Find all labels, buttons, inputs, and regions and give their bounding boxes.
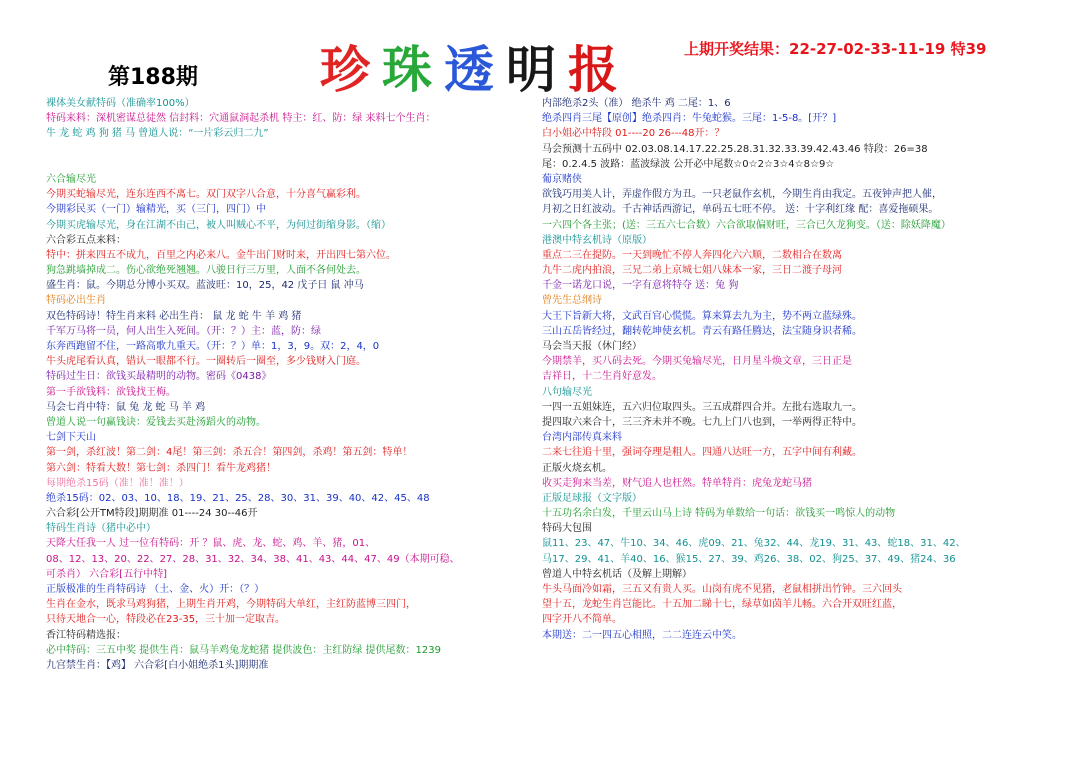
- left-text-line: 绝杀15码：02、03、10、18、19、21、25、28、30、31、39、40、42、45、48: [46, 492, 430, 504]
- left-text-line: [46, 142, 534, 157]
- right-text-line: 今期禁羊，买八码去死。今期买兔输尽光，日月星斗焕文章，三日正是: [542, 356, 852, 368]
- left-text-line: 今期买蛇输尽光，连东连西不离七。双门双字八合意，十分喜气赢彩利。: [46, 189, 366, 201]
- title-char-4: 明: [506, 40, 568, 99]
- left-text-line: 正版极准的生肖特码诗 （土、金、火）开：（？）: [46, 584, 265, 595]
- right-text-line: 三山五岳皆经过，翻转乾坤使玄机。青云有路任腾达，法宝随身识者稀。: [542, 325, 862, 337]
- right-text-line: 曾先生总纲诗: [542, 295, 602, 307]
- left-text-line: 特中：拼来四五不成九，百里之内必来八。金牛出门财时来，开出四七第六位。: [46, 249, 396, 261]
- right-text-line: 曾道人中特玄机话（及解上期解）: [542, 568, 692, 580]
- right-text-line: 正版火烧玄机。: [542, 462, 612, 474]
- right-text-line: 提四取六来合十，三三齐未并不晚。七九上门八也到，一举两得正特中。: [542, 416, 862, 428]
- left-text-line: 七剑下天山: [46, 432, 96, 444]
- left-column: [46, 96, 534, 673]
- right-text-line: 正版足球报（文字版）: [542, 492, 642, 504]
- right-text-line: 千金一诺龙口说，一字有意将特夺 送：兔 狗: [542, 280, 739, 292]
- right-text-line: 马17、29、41、羊40、16、猴15、27、39、鸡26、38、02、狗25、37、49、猪24、36: [542, 553, 956, 565]
- right-text-line: 八句输尽光: [542, 386, 592, 398]
- left-text-line: 马会七肖中特：鼠 兔 龙 蛇 马 羊 鸡: [46, 401, 206, 413]
- left-text-line: 牛头虎尾看认真，错认一眼都不行。一圈转后一圈至，多少钱财入门庭。: [46, 356, 366, 368]
- right-text-line: 望十五，龙蛇生肖岂能比。十五加二睇十七，绿草如茵羊儿畅。六合开双旺红蓝，: [542, 599, 902, 611]
- right-text-line: 尾：0.2.4.5 波路：蓝波绿波 公开必中尾数☆0☆2☆3☆4☆8☆9☆: [542, 158, 835, 170]
- left-text-line: 六合输尽光: [46, 173, 96, 185]
- right-text-line: 十五功名余白发，千里云山马上诗 特码为单数给一句话：欲钱买一鸣惊人的动物: [542, 508, 896, 520]
- title-char-5: 报: [568, 40, 630, 99]
- right-text-line: 本期送：二一四五心相照，二二连连云中笑。: [542, 629, 742, 641]
- right-text-line: 重点二三在提防。一天到晚忙不停人奔四化六六顺，二数相合在数离: [542, 249, 842, 261]
- left-text-line: 曾道人说一句赢钱诀：爱钱去买赴汤蹈火的动物。: [46, 416, 266, 428]
- left-text-line: 可杀肖） 六合彩[五行中特]: [46, 568, 167, 580]
- right-text-line: 特码大包围: [542, 523, 592, 535]
- left-text-line: 裸体美女献特码（准确率100%）: [46, 98, 195, 109]
- left-text-line: 只待天地合一心，特段必在23-35，三十加一定取吉。: [46, 614, 286, 626]
- right-text-line: 鼠11、23、47、牛10、34、46、虎09、21、兔32、44、龙19、31、43、蛇18、31、42、: [542, 538, 966, 550]
- left-text-line: 今期买虎输尽光，身在江湖不由己，被人叫贼心不平，为何过街缩身影。（缩）: [46, 219, 391, 231]
- left-text-line: 特码必出生肖: [46, 295, 106, 307]
- left-text-line: 第一剑，杀红波！第二剑：4尾！第三剑：杀五合！第四剑，杀鸡！第五剑：特单！: [46, 447, 413, 459]
- last-result: 上期开奖结果：22-27-02-33-11-19 特39: [684, 40, 987, 58]
- right-text-line: 一六四个各主张；(送：三五六七合数）六合欲取偏财旺，三合已久龙狗变。（送：除妖降魔）: [542, 219, 951, 231]
- right-text-line: 月初之日红波动。千古神话西游记，单码五七旺不停。 送：十字利红缘 配：喜爱拖硕果。: [542, 204, 939, 216]
- left-text-line: 08、12、13、20、22、27、28、31、32、34、38、41、43、44、47、49（本期可稳、: [46, 553, 460, 565]
- left-text-line: 九宫禁生肖：【鸡】 六合彩[白小姐绝杀1头]期期准: [46, 659, 269, 671]
- title-char-1: 珍: [320, 40, 382, 99]
- right-text-line: 内部绝杀2头（准） 绝杀牛 鸡 二尾：1、6: [542, 98, 731, 109]
- issue-number: 第188期: [108, 65, 198, 90]
- right-text-line: 收买走狗来当差，财气追人也枉然。特单特肖：虎兔龙蛇马猪: [542, 477, 812, 489]
- left-text-line: 每期绝杀15码（准！准！准！）: [46, 477, 189, 489]
- left-text-line: 六合彩五点来料：: [46, 234, 126, 246]
- title-char-3: 透: [444, 40, 506, 99]
- right-text-line: 一四一五姐妹连，五六归位取四头。三五成群四合并。左批右选取九一。: [542, 401, 862, 413]
- left-text-line: 东奔西跑留不住，一路高歌九重天。（开：？）单：1，3，9。双：2，4，0: [46, 341, 380, 352]
- right-text-line: 欲钱巧用美人计，弄虚作假方为丑。一只老鼠作玄机，今期生肖由我定。五夜钟声把人催，: [542, 189, 942, 201]
- left-text-line: 六合彩[公开TM特段]期期准 01----24 30--46开: [46, 508, 258, 520]
- right-text-line: 马会当天报（休门经）: [542, 341, 642, 352]
- left-text-line: 狗急跳墙掉成二。伤心欲绝死翘翘。八骏日行三万里，人面不各何处去。: [46, 265, 366, 277]
- left-text-line: 香江特码精选报：: [46, 629, 126, 641]
- left-text-line: 特码生肖诗（猪中必中）: [46, 523, 156, 535]
- right-text-line: 台湾内部传真来料: [542, 432, 622, 444]
- left-text-line: 第一手欲钱料：欲钱找王梅。: [46, 386, 176, 398]
- left-text-line: 盛生肖：鼠。今期总分博小买双。蓝波旺：10，25，42 戊子日 鼠 冲马: [46, 280, 364, 292]
- right-text-line: 大王下旨新大将，文武百官心慌慌。算来算去九为主，势不两立蓝绿殊。: [542, 310, 862, 322]
- left-text-line: 生肖在金水，既求马鸡狗猪，上期生肖开鸡，今期特码大单红，主红防蓝博三四门，: [46, 599, 416, 611]
- right-text-line: 绝杀四肖三尾【原创】绝杀四肖：牛兔蛇猴。三尾：1-5-8。[开？]: [542, 113, 837, 125]
- right-text-line: 二来七往追十里，强词夺理是粗人。四通八达旺一方，五字中间有利藏。: [542, 447, 862, 459]
- right-text-line: 葡京赌侠: [542, 173, 582, 185]
- right-text-line: 白小姐必中特段 01----20 26---48开：？: [542, 128, 725, 140]
- left-text-line: 第六剑：特看大数！第七剑：杀四门！看牛龙鸡猪！: [46, 462, 276, 474]
- right-text-line: 吉祥日，十二生肖好意发。: [542, 371, 662, 383]
- left-text-line: 千军万马将一员，何人出生入死间。（开：？）主：蓝，防：绿: [46, 325, 321, 337]
- right-text-line: 牛头马面冷如霜，三五又有贵人买。山岗有虎不见猪，老鼠相拼出竹钟。三六回头: [542, 584, 902, 595]
- left-text-line: 天降大任我一人 过一位有特码：开 ？鼠、虎、龙、蛇、鸡、羊、猪，01、: [46, 538, 376, 550]
- left-text-line: 特码过生日：欲钱买最精明的动物。密码《0438》: [46, 371, 272, 383]
- left-text-line: [46, 157, 534, 172]
- left-text-line: 牛 龙 蛇 鸡 狗 猪 马 曾道人说：“一片彩云归二九”: [46, 128, 269, 140]
- right-text-line: 马会预测十五码中 02.03.08.14.17.22.25.28.31.32.33.39.42.43.46 特段：26=38: [542, 143, 928, 155]
- page-title: [320, 30, 630, 102]
- right-text-line: 港澳中特玄机诗（原版）: [542, 234, 652, 246]
- right-column: [542, 96, 1042, 643]
- left-text-line: 双色特码诗！特生肖来料 必出生肖： 鼠 龙 蛇 牛 羊 鸡 猪: [46, 310, 302, 322]
- left-text-line: 今期彩民买（一门）输精光，买（三门，四门）中: [46, 204, 266, 216]
- left-text-line: 必中特码：三五中奖 提供生肖：鼠马羊鸡兔龙蛇猪 提供波色：主红防绿 提供尾数：1239: [46, 644, 441, 656]
- left-text-line: 特码来料：深机密谋总徒然 信封料：穴通鼠洞起杀机 特主：红、防：绿 来料七个生肖：: [46, 113, 436, 125]
- right-text-line: 四字开八不简单。: [542, 614, 622, 626]
- title-char-2: 珠: [382, 40, 444, 99]
- right-text-line: 九牛二虎内拍浪，三兄二弟上京城七姐八妹本一家，三日二渡子母河: [542, 265, 842, 277]
